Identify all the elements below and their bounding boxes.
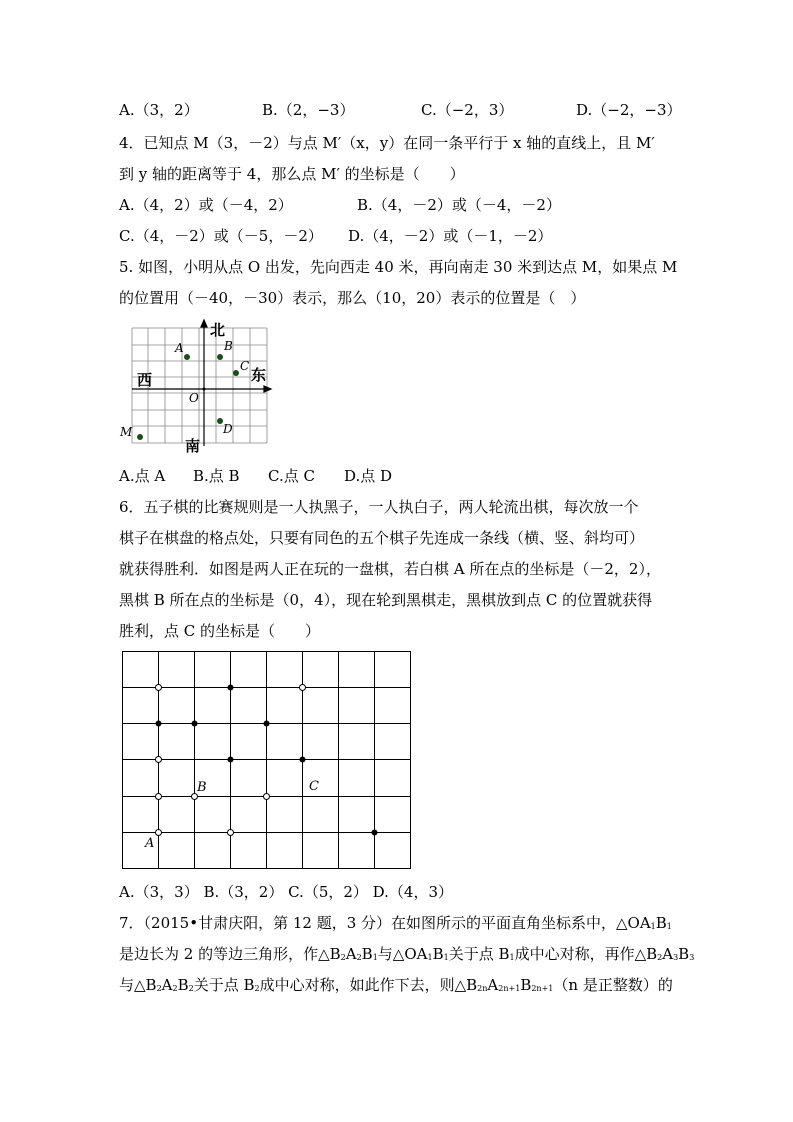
label-north: 北 xyxy=(210,321,226,339)
white-stone-a xyxy=(156,830,162,836)
north-arrow-icon xyxy=(201,320,207,327)
black-stone xyxy=(228,757,234,763)
label-c: C xyxy=(240,359,250,373)
black-stone xyxy=(192,721,198,727)
q6-question-line-2: 棋子在棋盘的格点处，只要有同色的五个棋子先连成一条线（横、竖、斜均可） xyxy=(119,529,645,547)
q5-option-d: D.点 D xyxy=(344,467,393,485)
white-stone xyxy=(228,830,234,836)
q6-question-line-4: 黑棋 B 所在点的坐标是（0，4），现在轮到黑棋走，黑棋放到点 C 的位置就获得 xyxy=(119,591,653,609)
label-o: O xyxy=(189,391,199,405)
black-stone-c xyxy=(300,757,306,763)
q4-option-d: D.（4，－2）或（－1，－2） xyxy=(348,227,553,245)
label-west: 西 xyxy=(137,371,153,389)
q4-question-line-2: 到 y 轴的距离等于 4，那么点 M′ 的坐标是（ ） xyxy=(119,165,465,183)
q5-option-a: A.点 A xyxy=(119,467,166,485)
q7-question-line-2: 是边长为 2 的等边三角形，作$\triangle B_2A_2B_1$与$\triangle OA_1B_1$关于点 $B_1$成中心对称，再作$\triangle B_2A_3B_3$ xyxy=(119,945,695,963)
q3-option-d: D.（−2，−3） xyxy=(576,101,682,119)
q3-option-a: A.（3，2） xyxy=(119,101,199,119)
label-a: A xyxy=(175,341,184,355)
label-m: M xyxy=(120,425,133,439)
white-stone xyxy=(156,685,162,691)
q5-question-line-1: 5. 如图，小明从点 O 出发，先向西走 40 米，再向南走 30 米到达点 M，如果点 M xyxy=(119,258,678,276)
q4-option-c: C.（4，－2）或（－5，－2） xyxy=(119,227,323,245)
point-c xyxy=(233,370,239,376)
q6-question-line-1: 6．五子棋的比赛规则是一人执黑子，一人执白子，两人轮流出棋，每次放一个 xyxy=(119,498,639,516)
q3-option-b: B.（2，−3） xyxy=(262,101,355,119)
q6-question-line-3: 就获得胜利．如图是两人正在玩的一盘棋，若白棋 A 所在点的坐标是（－2，2）， xyxy=(119,560,661,578)
q4-option-b: B.（4，－2）或（－4，－2） xyxy=(357,196,561,214)
q4-question-line-1: 4．已知点 M（3，－2）与点 M′（x，y）在同一条平行于 x 轴的直线上，且 M′ xyxy=(119,134,655,152)
q6-gomoku-board-figure xyxy=(119,648,414,873)
q4-option-a: A.（4，2）或（－4，2） xyxy=(119,196,293,214)
east-arrow-icon xyxy=(264,386,271,392)
q6-options: A.（3，3） B.（3，2） C.（5，2） D.（4，3） xyxy=(119,883,454,901)
point-m xyxy=(137,434,143,440)
white-stone xyxy=(300,685,306,691)
board-label-c: C xyxy=(309,779,319,794)
point-b xyxy=(217,354,223,360)
q5-direction-grid-figure xyxy=(115,318,275,460)
white-stone xyxy=(156,757,162,763)
q5-question-line-2: 的位置用（－40，－30）表示，那么（10，20）表示的位置是（ ） xyxy=(119,289,586,307)
black-stone xyxy=(372,830,378,836)
label-b: B xyxy=(224,339,233,353)
white-stone xyxy=(156,794,162,800)
q7-question-line-1: 7．（2015•甘肃庆阳，第 12 题，3 分）在如图所示的平面直角坐标系中，$\triangle OA_1B_1$ xyxy=(119,914,672,932)
board-label-a: A xyxy=(145,836,155,851)
black-stone xyxy=(156,721,162,727)
black-stone xyxy=(264,721,270,727)
label-south: 南 xyxy=(185,437,201,455)
q7-question-line-3: 与$\triangle B_2A_2B_2$关于点 $B_2$成中心对称，如此作下去，则$\triangle B_{2n}A_{2n+1}B_{2n+1}(n$ 是正整数）的 xyxy=(119,976,673,994)
white-stone xyxy=(264,794,270,800)
q6-question-line-5: 胜利，点 C 的坐标是（ ） xyxy=(119,622,321,640)
board-label-b: B xyxy=(197,780,207,795)
q5-option-b: B.点 B xyxy=(193,467,240,485)
point-a xyxy=(184,354,190,360)
black-stone xyxy=(228,685,234,691)
q5-option-c: C.点 C xyxy=(268,467,315,485)
q3-option-c: C.（−2，3） xyxy=(421,101,514,119)
point-o xyxy=(203,388,206,391)
label-d: D xyxy=(223,422,233,436)
label-east: 东 xyxy=(251,366,267,384)
